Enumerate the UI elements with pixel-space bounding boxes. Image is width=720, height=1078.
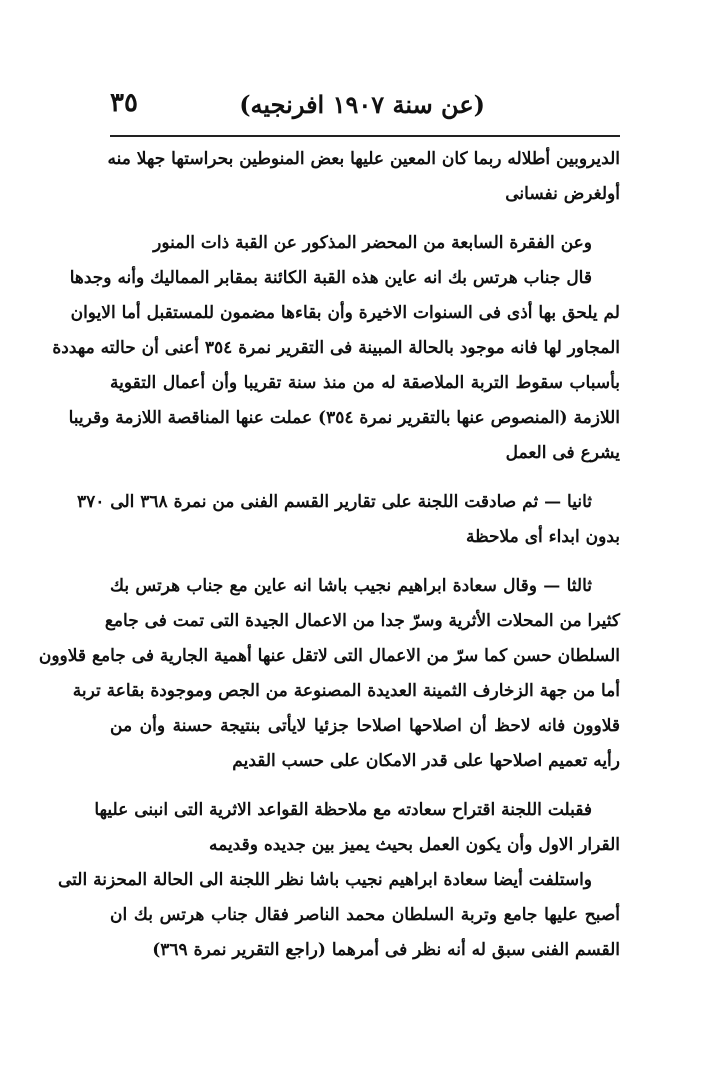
text-line: يشرع فى العمل — [505, 443, 620, 463]
paragraph — [52, 261, 620, 471]
page-header — [110, 88, 620, 128]
text-line: وعن الفقرة السابعة من المحضر المذكور عن القبة ذات المنور — [153, 233, 592, 253]
text-line: أولغرض نفسانى — [505, 184, 620, 204]
paragraph — [94, 793, 620, 863]
text-line: أما من جهة الزخارف الثمينة العديدة المصنوعة من الجص وموجودة بقاعة تربة — [72, 681, 620, 701]
text-line: أصبح عليها جامع وتربة السلطان محمد الناصر فقال جناب هرتس بك ان — [110, 905, 620, 925]
text-line: بدون ابداء أى ملاحظة — [465, 527, 620, 547]
paragraph — [110, 226, 620, 261]
text-line: اللازمة (المنصوص عنها بالتقرير نمرة ٣٥٤) عملت عنها المناقصة اللازمة وقريبا — [68, 408, 620, 428]
text-line: ثانيا — ثم صادقت اللجنة على تقارير القسم الفنى من نمرة ٣٦٨ الى ٣٧٠ — [76, 492, 592, 512]
text-line: بأسباب سقوط التربة الملاصقة له من منذ سنة تقريبا وأن أعمال التقوية — [110, 373, 620, 393]
text-line: لم يلحق بها أذى فى السنوات الاخيرة وأن بقاءها مضمون للمستقبل أما الايوان — [70, 303, 620, 323]
running-title: (عن سنة ١٩٠٧ افرنجيه) — [239, 90, 485, 119]
text-line: قال جناب هرتس بك انه عاين هذه القبة الكائنة بمقابر المماليك وأنه وجدها — [69, 268, 592, 288]
text-line: السلطان حسن كما سرّ من الاعمال التى لاتقل عنها أهمية الجارية فى جامع قلاوون — [38, 646, 620, 666]
body-text — [38, 142, 620, 968]
text-line: فقبلت اللجنة اقتراح سعادته مع ملاحظة القواعد الاثرية التى انبنى عليها — [94, 800, 592, 820]
paragraph — [107, 142, 620, 212]
page-number: ٣٥ — [110, 88, 138, 118]
paragraph — [58, 863, 620, 968]
text-line: القسم الفنى سبق له أنه نظر فى أمرهما (راجع التقرير نمرة ٣٦٩) — [152, 940, 620, 960]
paragraph — [76, 485, 620, 555]
text-line: قلاوون فانه لاحظ أن اصلاحها اصلاحا جزئيا لايأتى بنتيجة حسنة وأن من — [110, 716, 620, 736]
text-line: القرار الاول وأن يكون العمل بحيث يميز بين جديده وقديمه — [209, 835, 620, 855]
header-rule — [110, 135, 620, 137]
text-line: المجاور لها فانه موجود بالحالة المبينة فى التقرير نمرة ٣٥٤ أعنى أن حالته مهددة — [52, 338, 620, 358]
paragraph — [38, 569, 620, 779]
text-line: كثيرا من المحلات الأثرية وسرّ جدا من الاعمال الجيدة التى تمت فى جامع — [104, 611, 620, 631]
text-line: ثالثا — وقال سعادة ابراهيم نجيب باشا انه عاين مع جناب هرتس بك — [110, 576, 592, 596]
text-line: رأيه تعميم اصلاحها على قدر الامكان على حسب القديم — [232, 751, 620, 771]
text-line: واستلفت أيضا سعادة ابراهيم نجيب باشا نظر اللجنة الى الحالة المحزنة التى — [58, 870, 592, 890]
text-line: الديروبين أطلاله ربما كان المعين عليها بعض المنوطين بحراستها جهلا منه — [107, 149, 620, 169]
